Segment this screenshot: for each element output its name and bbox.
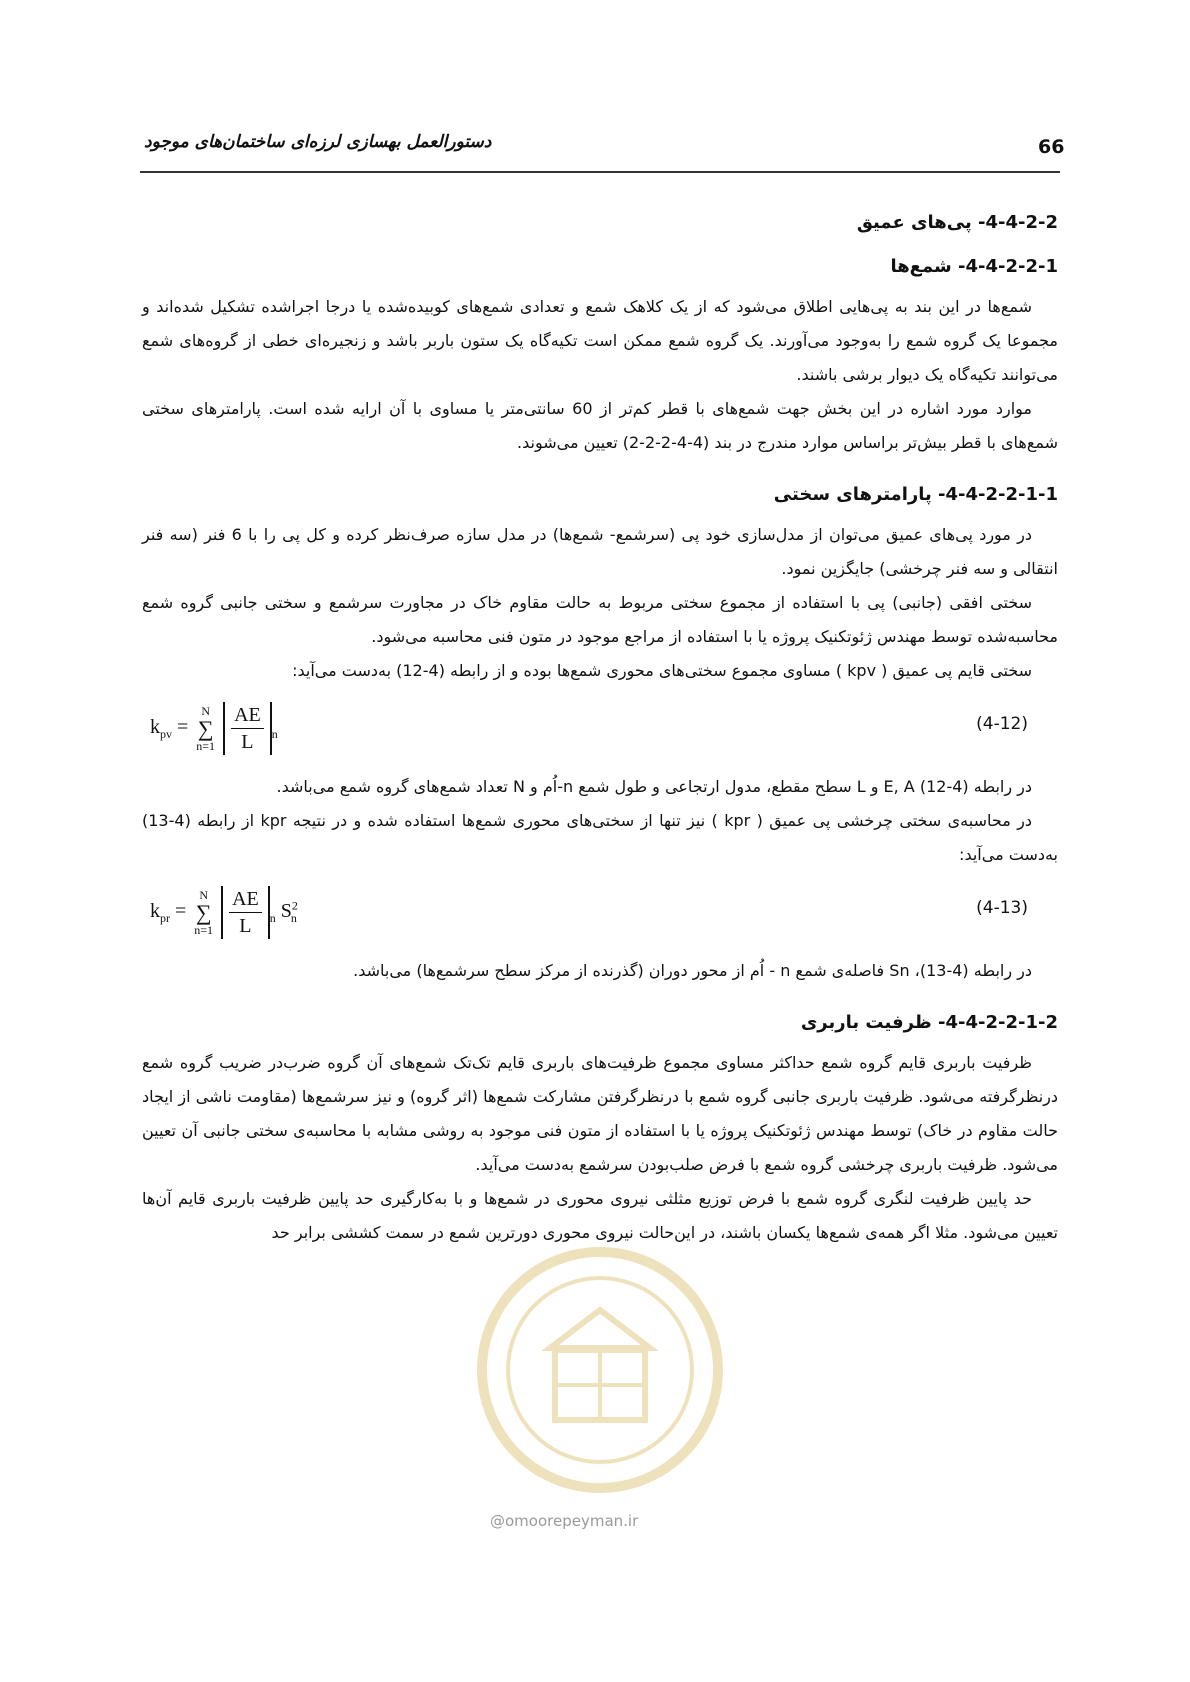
bracketed-fraction: [223, 702, 272, 755]
equation-formula: [150, 886, 297, 939]
watermark-site: @omoorepeyman.ir: [490, 1512, 639, 1530]
sum-upper: N: [199, 887, 208, 902]
paragraph: در مورد پی‌های عمیق می‌توان از مدل‌سازی خود پی (سرشمع- شمع‌ها) در مدل سازه صرف‌نظر کرده و کل پی را با 6 فنر (سه فنر انتقالی و سه فنر چرخشی) جایگزین نمود.: [142, 525, 1058, 578]
summation-symbol: [196, 705, 215, 753]
paragraph: سختی قایم پی عمیق ( kpv ) مساوی مجموع سختی‌های محوری شمع‌ها بوده و از رابطه (4-12) به‌دست می‌آید:: [292, 661, 1032, 680]
equation-number: (4-12): [976, 714, 1028, 734]
header-rule: [140, 171, 1060, 173]
sum-lower: n=1: [196, 738, 216, 753]
summation-symbol: [194, 889, 213, 937]
fraction-denominator: L: [239, 915, 252, 937]
eq-tail: S: [280, 900, 292, 923]
sum-lower: n=1: [194, 922, 214, 937]
eq-lhs: k: [150, 716, 160, 739]
section-heading: 4-4-2-2- پی‌های عمیق: [856, 212, 1058, 233]
equation-4-12: [142, 692, 1058, 766]
eq-lhs: k: [150, 900, 160, 923]
sigma-glyph: ∑: [197, 715, 214, 741]
paragraph: شمع‌ها در این بند به پی‌هایی اطلاق می‌شود که از یک کلاهک شمع و تعدادی شمع‌های کوبیده‌شده یا درجا اجراشده تشکیل شده‌اند و مجموعا یک گروه شمع را به‌وجود می‌آورند. یک گروه شمع ممکن است تکیه‌گاه یک ستون باربر باشد و زنجیره‌ای خطی از گروه‌های شمع می‌توانند تکیه‌گاه یک دیوار برشی باشند.: [142, 297, 1058, 384]
equation-4-13: [142, 876, 1058, 950]
bracket-sub: n: [271, 727, 278, 742]
fraction-numerator: AE: [229, 886, 262, 913]
watermark-seal-icon: [470, 1240, 730, 1500]
page-number: 66: [1038, 136, 1065, 158]
page-body: [142, 208, 1058, 1250]
paragraph: سختی افقی (جانبی) پی با استفاده از مجموع سختی مربوط به حالت مقاوم خاک در مجاورت سرشمع و سختی جانبی گروه شمع محاسبه‌شده توسط مهندس ژئوتکنیک پروژه یا با استفاده از مراجع موجود در متون فنی محاسبه می‌شود.: [142, 593, 1058, 646]
paragraph: موارد مورد اشاره در این بخش جهت شمع‌های با قطر کم‌تر از 60 سانتی‌متر یا مساوی با آن ارایه شده است. پارامترهای سختی شمع‌های با قطر بیش‌تر براساس موارد مندرج در بند (4-4-2-2-2) تعیین می‌شوند.: [142, 399, 1058, 452]
sigma-glyph: ∑: [195, 899, 212, 925]
subsection-heading-piles: 4-4-2-2-1- شمع‌ها: [890, 256, 1058, 277]
fraction-numerator: AE: [231, 702, 264, 729]
bracket-sub: n: [269, 911, 276, 926]
eq-equals: =: [175, 900, 187, 923]
eq-lhs-sub: pv: [160, 727, 172, 742]
paragraph: ظرفیت باربری قایم گروه شمع حداکثر مساوی مجموع ظرفیت‌های باربری قایم تک‌تک شمع‌های آن گروه ضرب‌در ضریب گروه شمع درنظرگرفته می‌شود. ظرفیت باربری جانبی گروه شمع با درنظرگرفتن مشارکت شمع‌ها (اثر گروه) و نیز سرشمع‌ها (مقاومت ناشی از ایجاد حالت مقاوم در خاک) توسط مهندس ژئوتکنیک پروژه یا با استفاده از متون فنی موجود به روشی مشابه با محاسبه‌ی سختی جانبی آن تعیین می‌شود. ظرفیت باربری چرخشی گروه شمع با فرض صلب‌بودن سرشمع به‌دست می‌آید.: [142, 1053, 1058, 1174]
paragraph: در رابطه (4-13)، Sn فاصله‌ی شمع n - اُم از محور دوران (گذرنده از مرکز سطح سرشمع‌ها) می‌باشد.: [353, 961, 1032, 980]
subsection-heading-capacity: 4-4-2-2-1-2- ظرفیت باربری: [800, 1012, 1058, 1033]
fraction-denominator: L: [241, 731, 254, 753]
equation-formula: [150, 702, 278, 755]
running-head: دستورالعمل بهسازی لرزه‌ای ساختمان‌های موجود: [144, 132, 492, 152]
eq-lhs-sub: pr: [160, 911, 170, 926]
equation-number: (4-13): [976, 898, 1028, 918]
paragraph: در محاسبه‌ی سختی چرخشی پی عمیق ( kpr ) نیز تنها از سختی‌های محوری شمع‌ها استفاده شده و در نتیجه kpr از رابطه (4-13) به‌دست می‌آید:: [142, 811, 1058, 864]
eq-tail-sub: n: [290, 911, 297, 926]
bracketed-fraction: [221, 886, 270, 939]
eq-tail-sup: 2: [291, 898, 298, 913]
paragraph: حد پایین ظرفیت لنگری گروه شمع با فرض توزیع مثلثی نیروی محوری در شمع‌ها و با به‌کارگیری حد پایین ظرفیت باربری قایم آن‌ها تعیین می‌شود. مثلا اگر همه‌ی شمع‌ها یکسان باشند، در این‌حالت نیروی محوری دورترین شمع در سمت کششی برابر حد: [142, 1189, 1058, 1242]
paragraph: در رابطه (4-12) E, A و L سطح مقطع، مدول ارتجاعی و طول شمع n-اُم و N تعداد شمع‌های گروه شمع می‌باشد.: [276, 777, 1032, 796]
subsection-heading-stiffness: 4-4-2-2-1-1- پارامترهای سختی: [773, 484, 1058, 505]
sum-upper: N: [201, 703, 210, 718]
eq-equals: =: [177, 716, 189, 739]
